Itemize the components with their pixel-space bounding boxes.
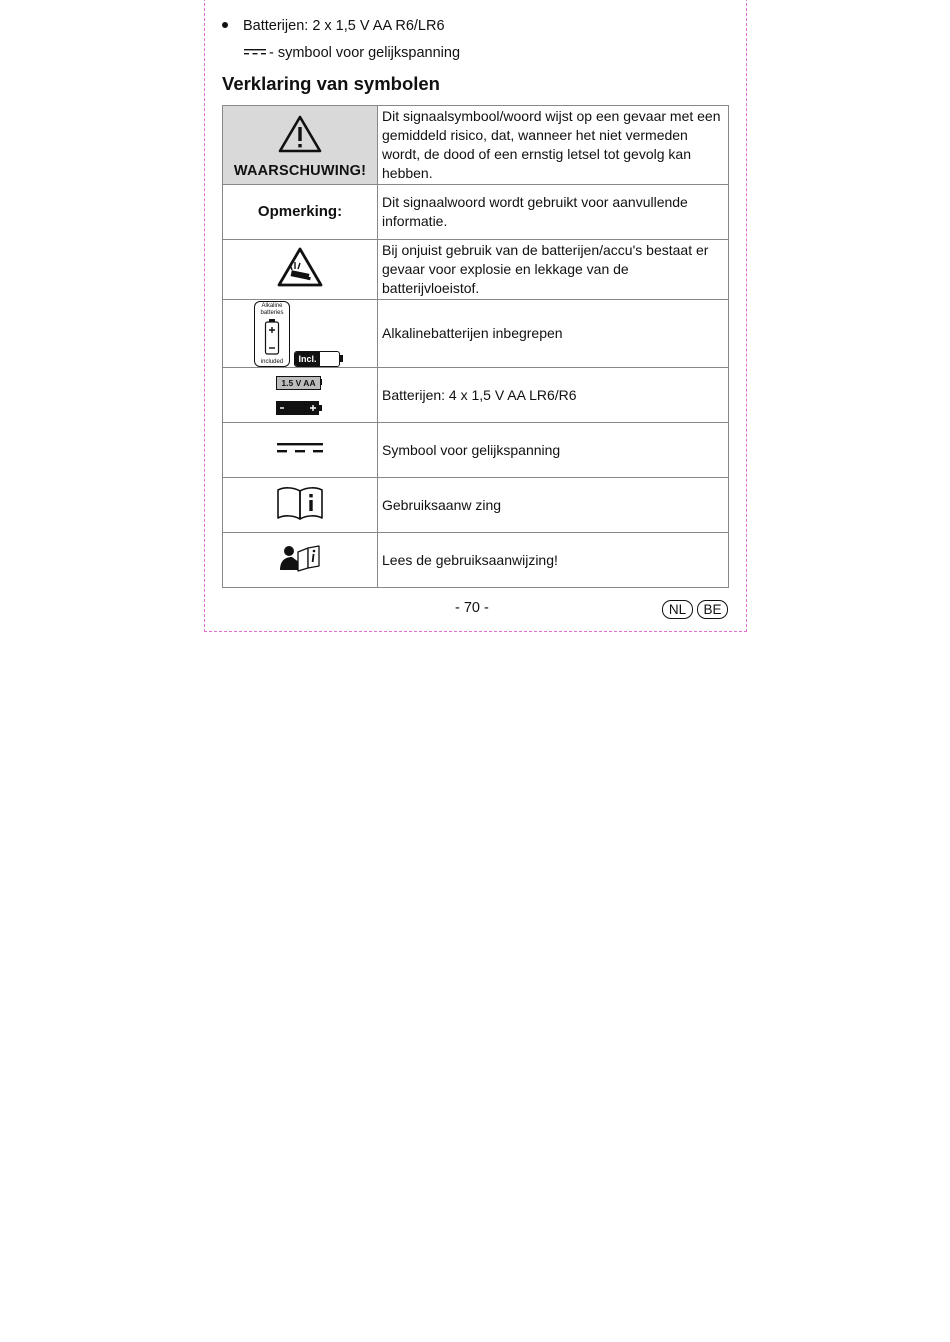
dc-symbol-line	[244, 45, 460, 61]
battery-bullet-text: Batterijen: 2 x 1,5 V AA R6/LR6	[243, 18, 445, 34]
country-badge-nl: NL	[662, 600, 693, 619]
incl-battery-tip	[340, 355, 343, 362]
manual-info-symbol-cell	[223, 478, 378, 533]
manual-info-icon	[276, 485, 324, 521]
dc-symbol-cell	[223, 423, 378, 478]
incl-battery-badge	[294, 351, 340, 367]
remark-label: Opmerking:	[257, 203, 343, 220]
battery-aa-label: 1.5 V AA	[276, 376, 321, 390]
direct-current-icon	[277, 442, 323, 454]
table-row	[223, 478, 729, 533]
battery-bullet	[222, 18, 445, 34]
battery-aa-icon	[276, 372, 324, 418]
remark-description: Dit signaalwoord wordt gebruikt voor aanvullende informatie.	[378, 185, 729, 240]
dc-symbol-text: - symbool voor gelijkspanning	[269, 45, 461, 61]
read-manual-icon	[278, 543, 322, 573]
battery-aa-symbol-cell	[223, 368, 378, 423]
alkaline-symbol-cell	[223, 300, 378, 368]
warning-description: Dit signaalsymbool/woord wijst op een gevaar met een gemiddeld risico, dat, wanneer het niet vermeden wordt, de dood of een ernstig letsel tot gevolg kan hebben.	[378, 106, 729, 185]
table-row	[223, 368, 729, 423]
section-title: Verklaring van symbolen	[222, 73, 440, 94]
read-manual-description: Lees de gebruiksaanwijzing!	[378, 533, 729, 588]
warning-triangle-icon	[277, 114, 323, 154]
battery-cell-icon	[264, 318, 280, 356]
read-manual-symbol-cell	[223, 533, 378, 588]
alkaline-batteries-icon	[254, 301, 290, 367]
country-badge-be: BE	[697, 600, 728, 619]
incl-label: Incl.	[295, 352, 320, 366]
table-row	[223, 423, 729, 478]
warning-symbol-cell	[223, 106, 378, 185]
bullet-dot	[222, 22, 228, 28]
table-row	[223, 533, 729, 588]
page-number: - 70 -	[455, 600, 489, 616]
alkaline-bottom-text: included	[260, 358, 284, 365]
table-row	[223, 240, 729, 300]
battery-black-icon	[276, 400, 324, 416]
battery-aa-description: Batterijen: 4 x 1,5 V AA LR6/R6	[378, 368, 729, 423]
symbols-table	[222, 105, 729, 588]
table-row	[223, 185, 729, 240]
direct-current-mini-icon	[244, 48, 266, 56]
remark-symbol-cell	[223, 185, 378, 240]
alkaline-mid-text: batteries	[260, 309, 284, 316]
warning-label: WAARSCHUWING!	[233, 162, 367, 179]
explosion-description: Bij onjuist gebruik van de batterijen/accu's bestaat er gevaar voor explosie en lekkage van de batterijvloeistof.	[378, 240, 729, 300]
table-row	[223, 300, 729, 368]
alkaline-description: Alkalinebatterijen inbegrepen	[378, 300, 729, 368]
table-row	[223, 106, 729, 185]
explosion-symbol-cell	[223, 240, 378, 300]
dc-description: Symbool voor gelijkspanning	[378, 423, 729, 478]
manual-info-description: Gebruiksaanw zing	[378, 478, 729, 533]
alkaline-top-text: Alkaline	[261, 302, 283, 309]
battery-explosion-warning-icon	[276, 246, 324, 288]
